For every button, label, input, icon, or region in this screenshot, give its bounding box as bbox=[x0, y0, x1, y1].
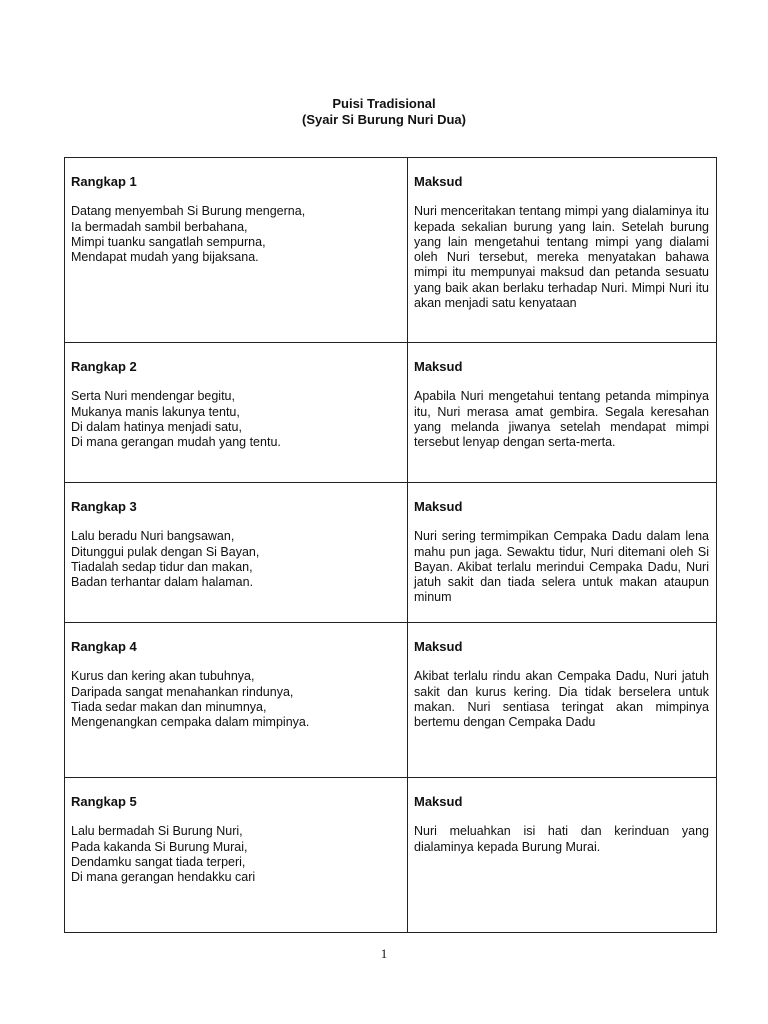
meaning-heading: Maksud bbox=[414, 499, 463, 514]
verse-line: Mimpi tuanku sangatlah sempurna, bbox=[71, 234, 266, 249]
stanza-row-1 bbox=[65, 158, 717, 343]
stanza-heading: Rangkap 2 bbox=[71, 359, 137, 374]
meaning-text: Nuri sering termimpikan Cempaka Dadu dalam lena mahu pun jaga. Sewaktu tidur, Nuri ditemani oleh Si Bayan. Akibat terlalu merindui Cempaka Dadu, Nuri jatuh sakit dan tiada selera untuk makan ataupun minum bbox=[414, 529, 709, 605]
verse-line: Dendamku sangat tiada terperi, bbox=[71, 854, 246, 869]
verse-line: Lalu beradu Nuri bangsawan, bbox=[71, 529, 235, 544]
page-number: 1 bbox=[380, 946, 388, 961]
stanza-row-4 bbox=[65, 623, 717, 778]
document-subtitle: (Syair Si Burung Nuri Dua) bbox=[302, 112, 466, 127]
stanza-cell bbox=[65, 343, 408, 483]
stanza-row-3 bbox=[65, 483, 717, 623]
stanza-verse bbox=[71, 529, 400, 590]
meaning-text: Apabila Nuri mengetahui tentang petanda mimpinya itu, Nuri merasa amat gembira. Segala keresahan yang melanda jiwanya setelah mendapat mimpi tersebut lenyap dengan serta-merta. bbox=[414, 389, 709, 450]
verse-line: Mengenangkan cempaka dalam mimpinya. bbox=[71, 715, 310, 730]
verse-line: Ia bermadah sambil berbahana, bbox=[71, 219, 248, 234]
stanza-cell bbox=[65, 623, 408, 778]
document-title: Puisi Tradisional bbox=[332, 96, 436, 111]
meaning-cell bbox=[408, 158, 717, 343]
stanza-verse bbox=[71, 669, 400, 730]
verse-line: Pada kakanda Si Burung Murai, bbox=[71, 839, 248, 854]
verse-line: Serta Nuri mendengar begitu, bbox=[71, 389, 235, 404]
meaning-heading: Maksud bbox=[414, 794, 463, 809]
verse-line: Tiada sedar makan dan minumnya, bbox=[71, 699, 267, 714]
verse-line: Lalu bermadah Si Burung Nuri, bbox=[71, 824, 243, 839]
stanza-row-2 bbox=[65, 343, 717, 483]
verse-line: Ditunggui pulak dengan Si Bayan, bbox=[71, 544, 260, 559]
stanza-verse bbox=[71, 204, 400, 265]
meaning-text: Nuri menceritakan tentang mimpi yang dialaminya itu kepada sekalian burung yang lain. Setelah burung yang lain mengetahui tentang mimpi yang dialami oleh Nuri tersebut, mereka menyatakan bahawa mimpi itu mempunyai maksud dan petanda sesuatu yang baik akan berlaku terhadap Nuri. Mimpi Nuri itu akan menjadi satu kenyataan bbox=[414, 204, 709, 311]
verse-line: Badan terhantar dalam halaman. bbox=[71, 575, 254, 590]
verse-line: Di mana gerangan mudah yang tentu. bbox=[71, 435, 281, 450]
stanza-cell bbox=[65, 158, 408, 343]
stanza-heading: Rangkap 4 bbox=[71, 639, 137, 654]
verse-line: Datang menyembah Si Burung mengerna, bbox=[71, 204, 306, 219]
verse-line: Mendapat mudah yang bijaksana. bbox=[71, 250, 259, 265]
stanza-row-5 bbox=[65, 778, 717, 933]
meaning-cell bbox=[408, 623, 717, 778]
verse-line: Di mana gerangan hendakku cari bbox=[71, 870, 256, 885]
verse-line: Di dalam hatinya menjadi satu, bbox=[71, 419, 242, 434]
stanza-cell bbox=[65, 778, 408, 933]
meaning-heading: Maksud bbox=[414, 174, 463, 189]
stanza-heading: Rangkap 5 bbox=[71, 794, 137, 809]
stanza-heading: Rangkap 3 bbox=[71, 499, 137, 514]
meaning-text: Akibat terlalu rindu akan Cempaka Dadu, Nuri jatuh sakit dan kurus kering. Dia tidak berselera untuk makan. Nuri sentiasa teringat akan mimpinya bertemu dengan Cempaka Dadu bbox=[414, 669, 709, 730]
meaning-cell bbox=[408, 778, 717, 933]
stanza-verse bbox=[71, 824, 400, 885]
stanza-cell bbox=[65, 483, 408, 623]
verse-line: Tiadalah sedap tidur dan makan, bbox=[71, 559, 253, 574]
stanza-verse bbox=[71, 389, 400, 450]
verse-line: Daripada sangat menahankan rindunya, bbox=[71, 684, 294, 699]
meaning-text: Nuri meluahkan isi hati dan kerinduan yang dialaminya kepada Burung Murai. bbox=[414, 824, 709, 854]
meaning-cell bbox=[408, 483, 717, 623]
meaning-heading: Maksud bbox=[414, 639, 463, 654]
meaning-cell bbox=[408, 343, 717, 483]
poem-table bbox=[64, 157, 717, 933]
meaning-heading: Maksud bbox=[414, 359, 463, 374]
verse-line: Mukanya manis lakunya tentu, bbox=[71, 404, 240, 419]
verse-line: Kurus dan kering akan tubuhnya, bbox=[71, 669, 255, 684]
stanza-heading: Rangkap 1 bbox=[71, 174, 137, 189]
